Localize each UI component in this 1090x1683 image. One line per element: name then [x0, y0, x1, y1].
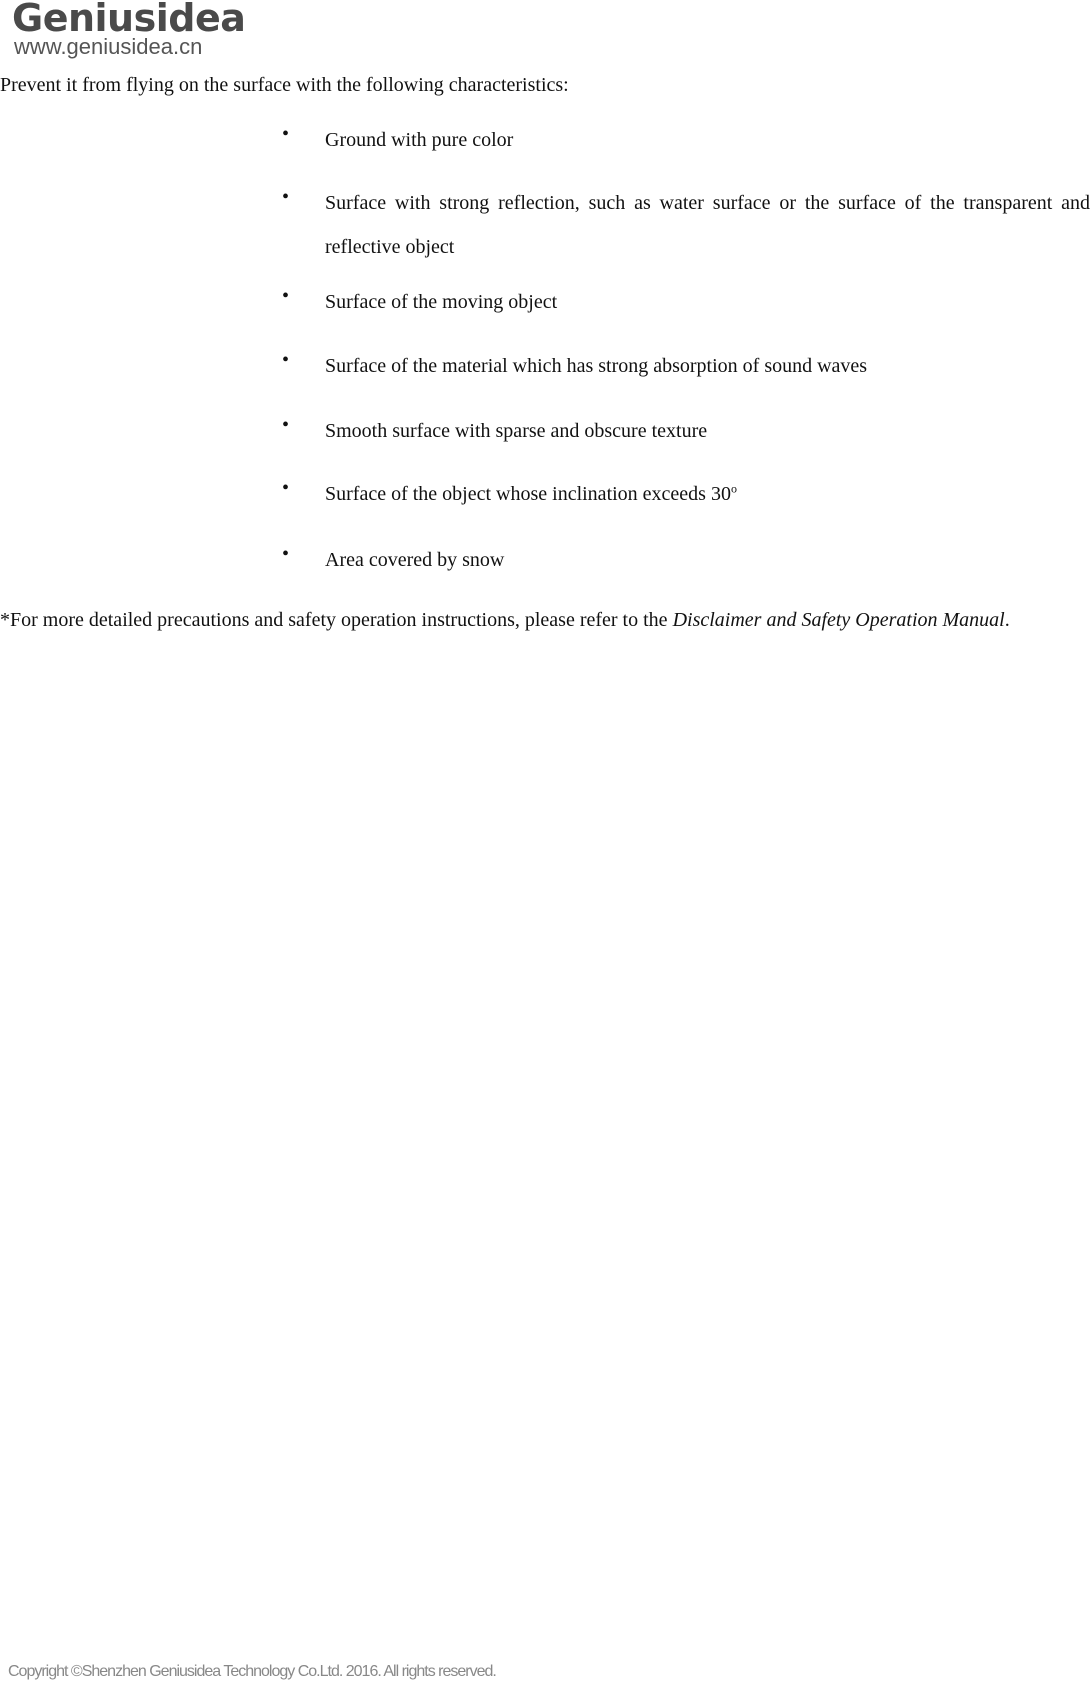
list-item	[276, 472, 1090, 516]
manual-title: Disclaimer and Safety Operation Manual	[672, 609, 1005, 631]
note-suffix: .	[1004, 609, 1010, 631]
bullet-icon: •	[282, 477, 290, 499]
note-prefix: *For more detailed precautions and safety operation instructions, please refer to the	[0, 609, 673, 631]
bullet-icon: •	[282, 285, 290, 307]
list-item-text: Surface with strong reflection, such as water surface or the surface of the transparent and reflective object	[325, 192, 1090, 258]
list-item-text	[325, 472, 1090, 516]
list-item-text: Ground with pure color	[325, 129, 514, 151]
list-item-text: Area covered by snow	[325, 549, 505, 571]
list-item	[276, 409, 1090, 453]
list-item-text-main: Surface of the object whose inclination exceeds 30	[325, 483, 731, 505]
bullet-icon: •	[282, 414, 290, 436]
intro-paragraph: Prevent it from flying on the surface with the following characteristics:	[0, 74, 569, 96]
list-item-text: Surface of the moving object	[325, 291, 558, 313]
bullet-icon: •	[282, 186, 290, 208]
company-logo	[12, 0, 252, 60]
bullet-icon: •	[282, 349, 290, 371]
copyright-footer: Copyright ©Shenzhen Geniusidea Technology Co.Ltd. 2016. All rights reserved.	[8, 1663, 496, 1680]
degree-superscript: o	[730, 481, 737, 496]
list-item	[276, 181, 1090, 269]
safety-note-paragraph	[0, 604, 1090, 636]
list-item	[276, 344, 1090, 388]
bullet-icon: •	[282, 123, 290, 145]
bullet-icon: •	[282, 543, 290, 565]
list-item-text: Surface of the material which has strong absorption of sound waves	[325, 355, 868, 377]
list-item	[276, 538, 1090, 582]
logo-website-url: www.geniusidea.cn	[14, 34, 203, 59]
list-item	[276, 280, 1090, 324]
logo-wordmark: Geniusidea	[12, 0, 246, 40]
list-item	[276, 118, 1090, 162]
list-item-text: Smooth surface with sparse and obscure texture	[325, 420, 708, 442]
